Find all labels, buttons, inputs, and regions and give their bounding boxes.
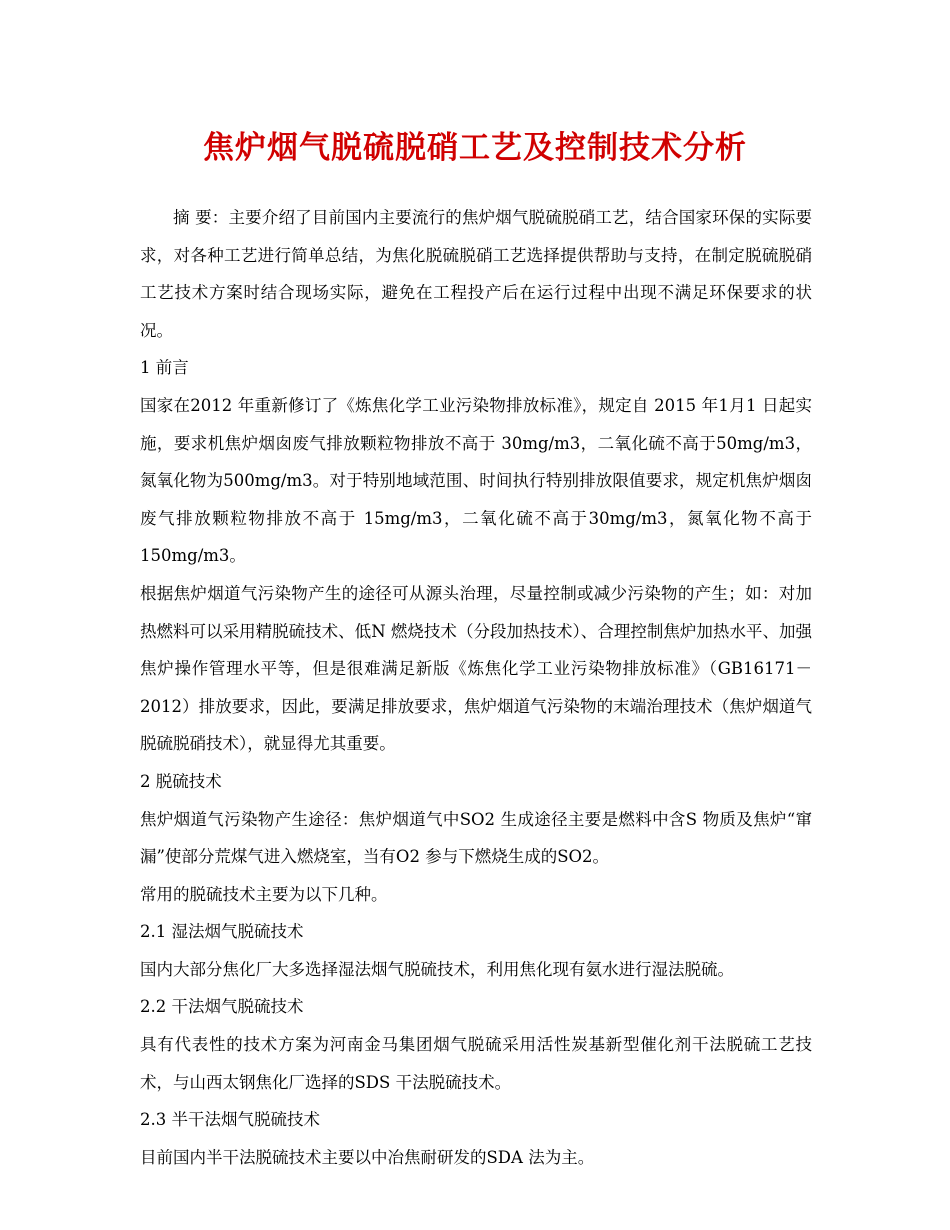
document-title: 焦炉烟气脱硫脱硝工艺及控制技术分析 <box>203 130 747 166</box>
subsection-heading: 2.1 湿法烟气脱硫技术 <box>140 922 304 942</box>
subsection-heading: 2.2 干法烟气脱硫技术 <box>140 997 304 1017</box>
body-paragraph: 国内大部分焦化厂大多选择湿法烟气脱硫技术，利用焦化现有氨水进行湿法脱硫。 <box>140 959 734 979</box>
document-body <box>140 199 812 1176</box>
subsection-heading: 2.3 半干法烟气脱硫技术 <box>140 1110 320 1130</box>
body-paragraph: 具有代表性的技术方案为河南金马集团烟气脱硫采用活性炭基新型催化剂干法脱硫工艺技术，与山西太钢焦化厂选择的SDS 干法脱硫技术。 <box>140 1035 812 1092</box>
body-paragraph: 根据焦炉烟道气污染物产生的途径可从源头治理，尽量控制或减少污染物的产生；如：对加热燃料可以采用精脱硫技术、低N 燃烧技术（分段加热技术）、合理控制焦炉加热水平、加强焦炉操作管理水平等，但是很难满足新版《炼焦化学工业污染物排放标准》（GB16171－2012）排放要求，因此，要满足排放要求，焦炉烟道气污染物的末端治理技术（焦炉烟道气脱硫脱硝技术），就显得尤其重要。 <box>140 583 812 754</box>
section-heading: 1 前言 <box>140 358 189 378</box>
body-paragraph: 焦炉烟道气污染物产生途径：焦炉烟道气中SO2 生成途径主要是燃料中含S 物质及焦炉“窜漏”使部分荒煤气进入燃烧室，当有O2 参与下燃烧生成的SO2。 <box>140 809 812 867</box>
section-heading: 2 脱硫技术 <box>140 771 222 791</box>
body-paragraph: 常用的脱硫技术主要为以下几种。 <box>140 884 388 904</box>
body-paragraph: 目前国内半干法脱硫技术主要以中冶焦耐研发的SDA 法为主。 <box>140 1147 595 1167</box>
abstract-paragraph: 摘 要：主要介绍了目前国内主要流行的焦炉烟气脱硫脱硝工艺，结合国家环保的实际要求，对各种工艺进行简单总结，为焦化脱硫脱硝工艺选择提供帮助与支持，在制定脱硫脱硝工艺技术方案时结合现场实际，避免在工程投产后在运行过程中出现不满足环保要求的状况。 <box>140 208 812 340</box>
body-paragraph: 国家在2012 年重新修订了《炼焦化学工业污染物排放标准》，规定自 2015 年1月1 日起实施，要求机焦炉烟囱废气排放颗粒物排放不高于 30mg/m3，二氧化硫不高于50mg/m3，氮氧化物为500mg/m3。对于特别地域范围、时间执行特别排放限值要求，规定机焦炉烟囱废气排放颗粒物排放不高于 15mg/m3，二氧化硫不高于30mg/m3，氮氧化物不高于150mg/m3。 <box>140 395 812 566</box>
